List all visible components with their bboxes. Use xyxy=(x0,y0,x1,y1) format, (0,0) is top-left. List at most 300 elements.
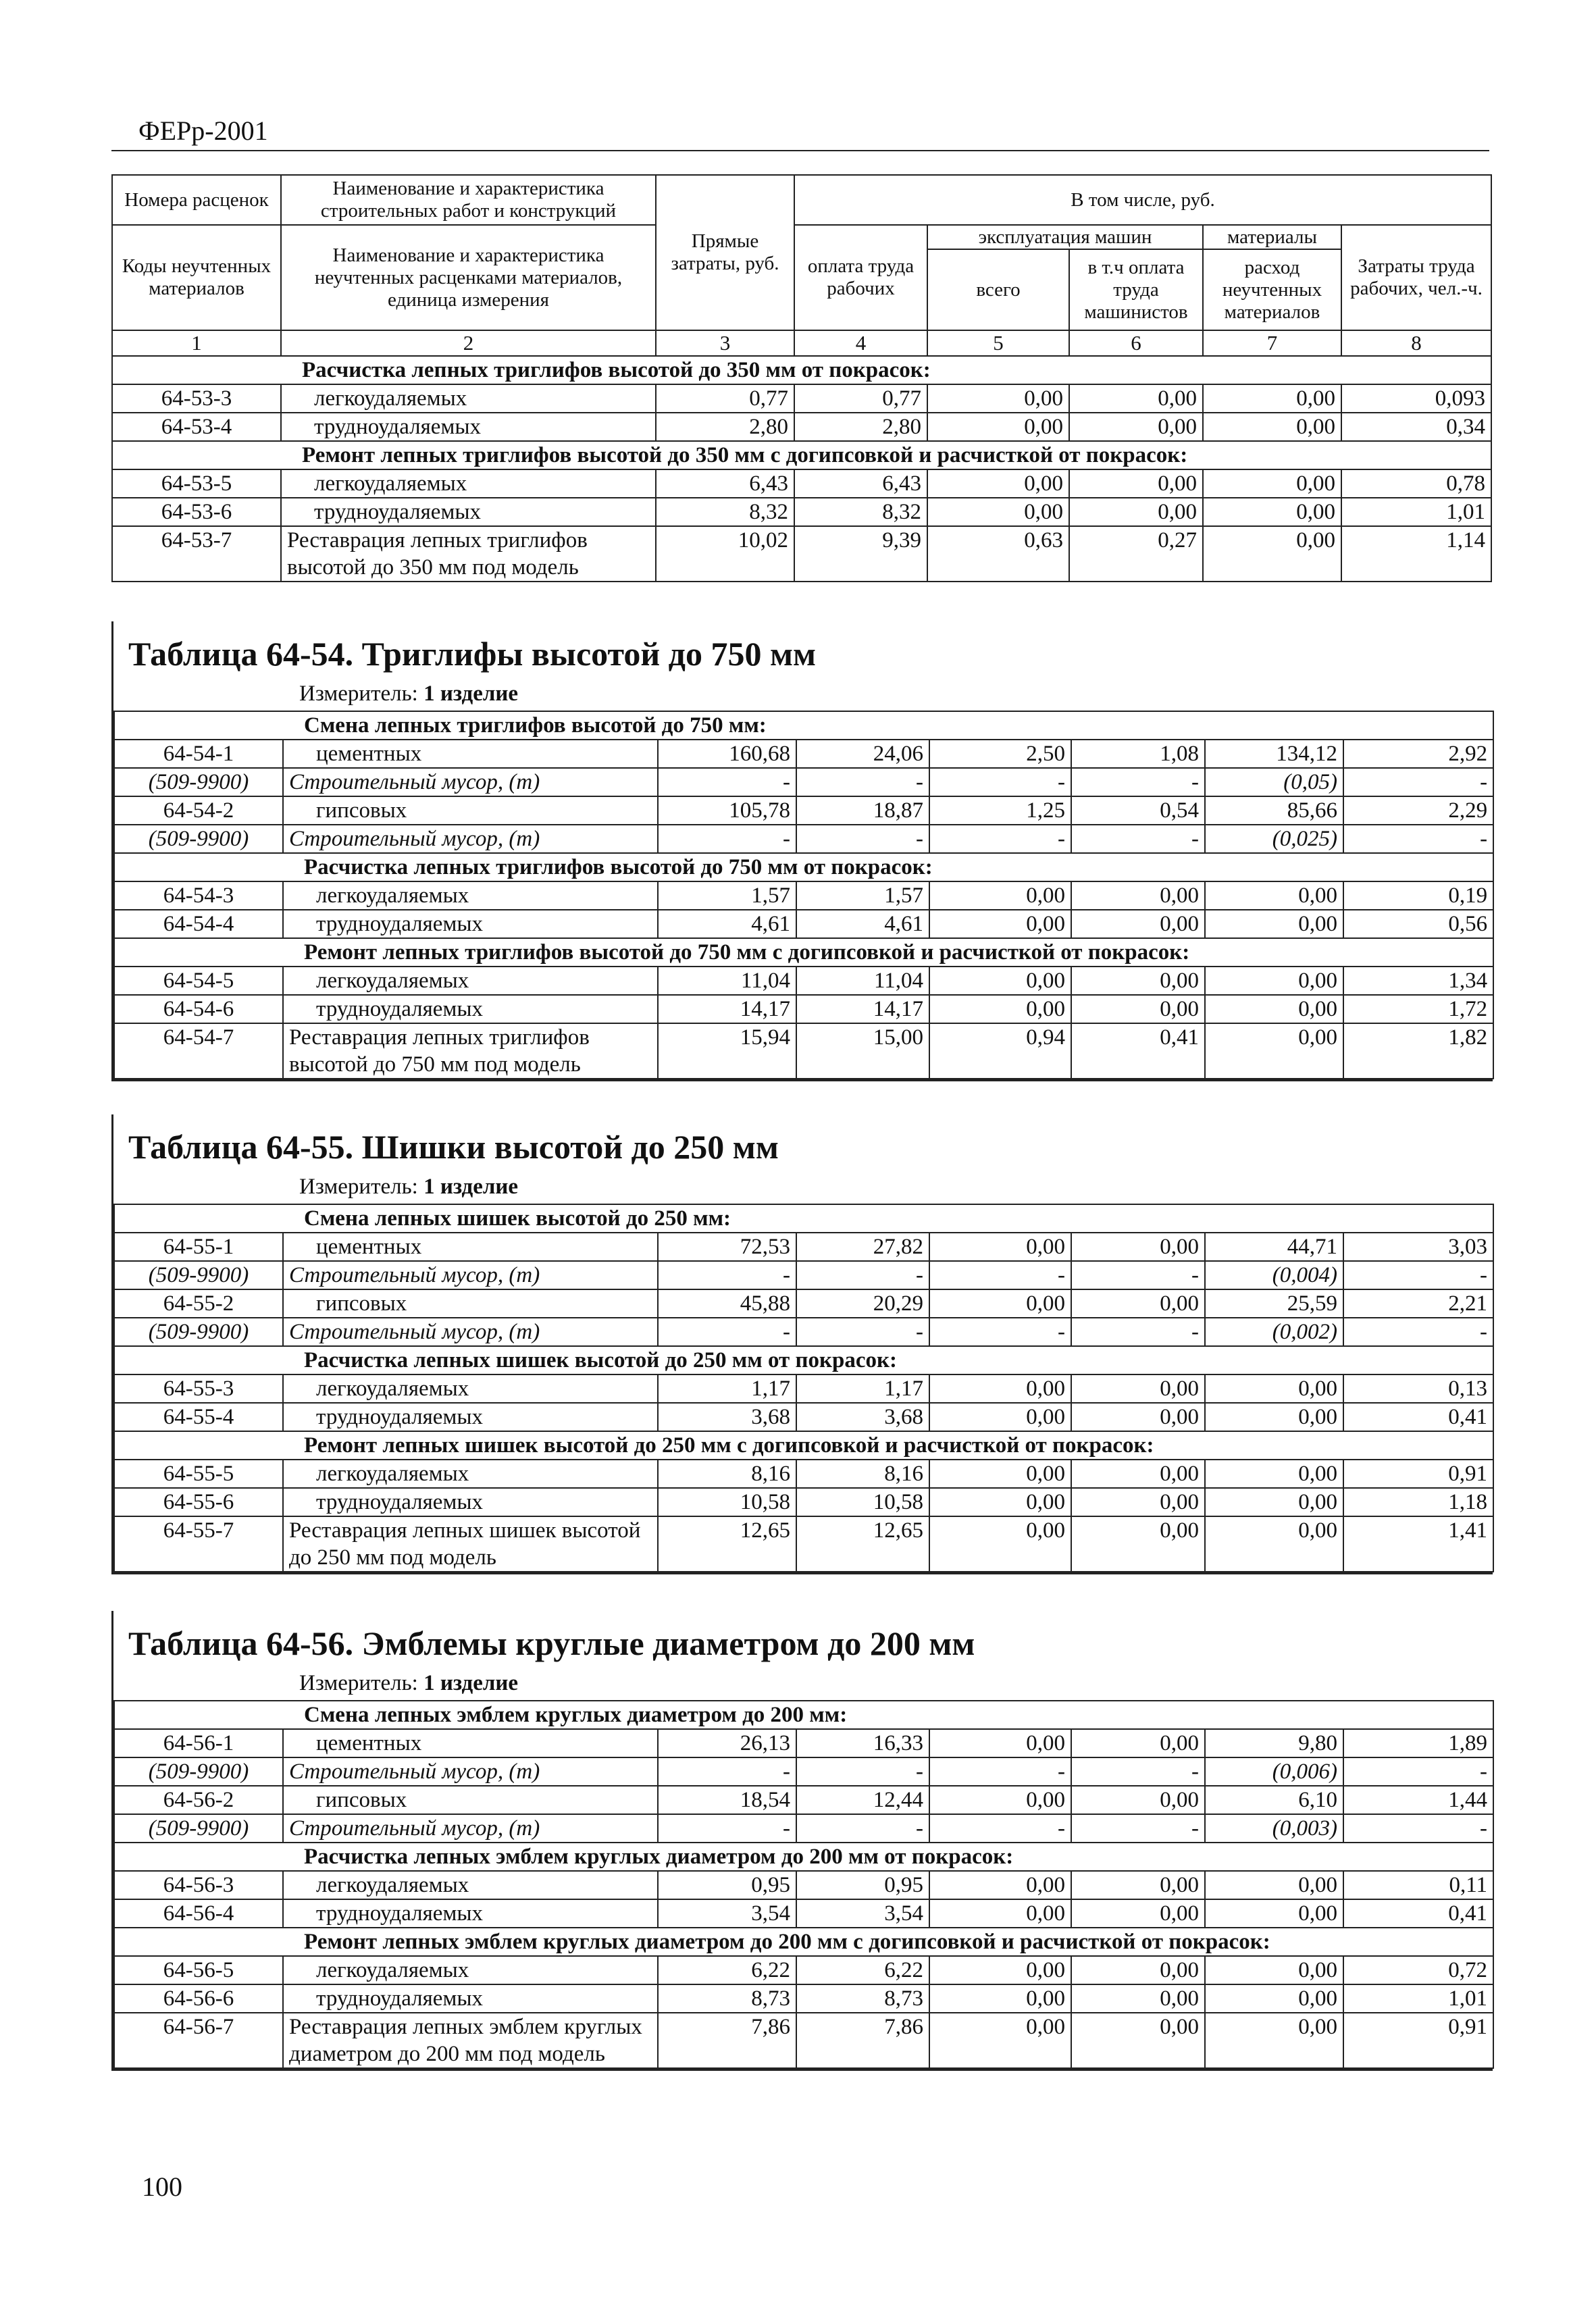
materials-cost-cell: 25,59 xyxy=(1205,1289,1343,1318)
table-title: Таблица 64-55. Шишки высотой до 250 мм xyxy=(128,1128,779,1166)
section-heading-row xyxy=(114,1701,1493,1729)
section-heading: Смена лепных эмблем круглых диаметром до 200 мм: xyxy=(114,1701,1493,1729)
section-heading-row xyxy=(114,1843,1493,1871)
labor-hours-cell: 0,72 xyxy=(1343,1956,1493,1984)
work-name: цементных xyxy=(283,1233,658,1261)
labor-pay-cell: 15,00 xyxy=(796,1023,929,1079)
labor-hours-cell: 2,92 xyxy=(1343,740,1493,768)
labor-pay-cell: 1,17 xyxy=(796,1374,929,1403)
materials-cost-cell: 44,71 xyxy=(1205,1233,1343,1261)
rate-code: 64-54-4 xyxy=(114,910,283,938)
machinist-pay-cell: 0,00 xyxy=(1069,498,1203,526)
labor-pay-cell: 8,32 xyxy=(794,498,927,526)
labor-pay-cell: 27,82 xyxy=(796,1233,929,1261)
machinist-pay-cell: 0,54 xyxy=(1071,796,1205,825)
direct-costs-cell: - xyxy=(658,825,796,853)
section-heading-row xyxy=(114,1928,1493,1956)
labor-hours-cell: 0,56 xyxy=(1343,910,1493,938)
table-row xyxy=(114,1956,1493,1984)
machines-total-cell: - xyxy=(929,1757,1071,1786)
table-row xyxy=(114,740,1493,768)
machines-total-cell: 0,00 xyxy=(929,1786,1071,1814)
materials-cost-cell: 0,00 xyxy=(1205,910,1343,938)
machinist-pay-cell: - xyxy=(1071,825,1205,853)
column-number: 2 xyxy=(281,330,656,356)
machines-total-cell: 0,00 xyxy=(929,910,1071,938)
machinist-pay-cell: 0,00 xyxy=(1071,1403,1205,1431)
labor-hours-cell: - xyxy=(1343,825,1493,853)
labor-hours-cell: 0,13 xyxy=(1343,1374,1493,1403)
labor-hours-cell: 0,78 xyxy=(1341,469,1491,498)
direct-costs-cell: 6,22 xyxy=(658,1956,796,1984)
material-row xyxy=(114,825,1493,853)
machines-total-cell: - xyxy=(929,768,1071,796)
machinist-pay-cell: 0,00 xyxy=(1071,1729,1205,1757)
header-materials: материалы xyxy=(1203,225,1341,249)
machinist-pay-cell: 0,00 xyxy=(1071,910,1205,938)
machines-total-cell: 0,00 xyxy=(927,469,1069,498)
machines-total-cell: 0,00 xyxy=(929,1871,1071,1899)
material-row xyxy=(114,1318,1493,1346)
work-name: гипсовых xyxy=(283,796,658,825)
labor-pay-cell: 8,16 xyxy=(796,1460,929,1488)
labor-pay-cell: - xyxy=(796,1814,929,1843)
direct-costs-cell: - xyxy=(658,1318,796,1346)
direct-costs-cell: 105,78 xyxy=(658,796,796,825)
table-row xyxy=(112,413,1491,441)
machinist-pay-cell: 0,27 xyxy=(1069,526,1203,582)
machinist-pay-cell: 0,00 xyxy=(1071,1289,1205,1318)
direct-costs-cell: 2,80 xyxy=(656,413,794,441)
header-material-consumption: расход неучтенных материалов xyxy=(1203,249,1341,330)
direct-costs-cell: 1,57 xyxy=(658,881,796,910)
rate-code: 64-54-3 xyxy=(114,881,283,910)
material-name: Строительный мусор, (т) xyxy=(283,1757,658,1786)
section-heading: Расчистка лепных триглифов высотой до 750 мм от покрасок: xyxy=(114,853,1493,881)
materials-cost-cell: 0,00 xyxy=(1205,995,1343,1023)
work-name: трудноудаляемых xyxy=(283,1403,658,1431)
labor-hours-cell: 3,03 xyxy=(1343,1233,1493,1261)
work-name: легкоудаляемых xyxy=(283,967,658,995)
materials-cost-cell: 0,00 xyxy=(1205,1374,1343,1403)
labor-pay-cell: 11,04 xyxy=(796,967,929,995)
machinist-pay-cell: 0,00 xyxy=(1071,1374,1205,1403)
labor-pay-cell: 7,86 xyxy=(796,2013,929,2068)
section-heading-row xyxy=(114,853,1493,881)
direct-costs-cell: 18,54 xyxy=(658,1786,796,1814)
labor-hours-cell: 0,41 xyxy=(1343,1899,1493,1928)
work-name: трудноудаляемых xyxy=(283,995,658,1023)
work-name: легкоудаляемых xyxy=(283,1460,658,1488)
materials-cost-cell: 0,00 xyxy=(1203,413,1341,441)
machines-total-cell: 0,00 xyxy=(929,995,1071,1023)
labor-pay-cell: 9,39 xyxy=(794,526,927,582)
material-code: (509-9900) xyxy=(114,1261,283,1289)
section-heading-row xyxy=(112,356,1491,384)
materials-cost-cell: 85,66 xyxy=(1205,796,1343,825)
machines-total-cell: 0,00 xyxy=(929,1956,1071,1984)
machines-total-cell: 0,00 xyxy=(929,967,1071,995)
rate-code: 64-56-6 xyxy=(114,1984,283,2013)
material-code: (509-9900) xyxy=(114,1318,283,1346)
materials-cost-cell: 0,00 xyxy=(1205,2013,1343,2068)
direct-costs-cell: - xyxy=(658,1814,796,1843)
rate-code: 64-56-7 xyxy=(114,2013,283,2068)
material-code: (509-9900) xyxy=(114,1814,283,1843)
machines-total-cell: 0,63 xyxy=(927,526,1069,582)
materials-cost-cell: (0,004) xyxy=(1205,1261,1343,1289)
machinist-pay-cell: 1,08 xyxy=(1071,740,1205,768)
machines-total-cell: 0,00 xyxy=(929,1403,1071,1431)
machinist-pay-cell: 0,00 xyxy=(1069,413,1203,441)
direct-costs-cell: 11,04 xyxy=(658,967,796,995)
section-heading-row xyxy=(114,938,1493,967)
labor-pay-cell: - xyxy=(796,1757,929,1786)
direct-costs-cell: 15,94 xyxy=(658,1023,796,1079)
labor-hours-cell: 1,01 xyxy=(1343,1984,1493,2013)
header-machinist-pay: в т.ч оплата труда машинистов xyxy=(1069,249,1203,330)
header-direct-costs: Прямые затраты, руб. xyxy=(656,175,794,330)
rate-code: 64-54-1 xyxy=(114,740,283,768)
materials-cost-cell: 0,00 xyxy=(1205,1871,1343,1899)
machinist-pay-cell: 0,00 xyxy=(1071,2013,1205,2068)
table-row xyxy=(114,796,1493,825)
direct-costs-cell: 14,17 xyxy=(658,995,796,1023)
work-name: Реставрация лепных шишек высотой до 250 мм под модель xyxy=(283,1516,658,1572)
table-row xyxy=(114,995,1493,1023)
labor-hours-cell: 0,41 xyxy=(1343,1403,1493,1431)
table-row xyxy=(114,1516,1493,1572)
labor-hours-cell: 1,14 xyxy=(1341,526,1491,582)
direct-costs-cell: 0,77 xyxy=(656,384,794,413)
labor-hours-cell: 1,72 xyxy=(1343,995,1493,1023)
section-heading: Расчистка лепных эмблем круглых диаметром до 200 мм от покрасок: xyxy=(114,1843,1493,1871)
labor-hours-cell: 1,44 xyxy=(1343,1786,1493,1814)
machinist-pay-cell: 0,00 xyxy=(1071,1956,1205,1984)
column-numbers-row xyxy=(112,330,1491,356)
section-heading: Смена лепных триглифов высотой до 750 мм: xyxy=(114,711,1493,740)
materials-cost-cell: 0,00 xyxy=(1205,1516,1343,1572)
machinist-pay-cell: 0,00 xyxy=(1071,881,1205,910)
labor-pay-cell: 0,77 xyxy=(794,384,927,413)
material-code: (509-9900) xyxy=(114,825,283,853)
machinist-pay-cell: 0,00 xyxy=(1071,1233,1205,1261)
material-name: Строительный мусор, (т) xyxy=(283,1814,658,1843)
rate-code: 64-53-4 xyxy=(112,413,281,441)
machines-total-cell: 1,25 xyxy=(929,796,1071,825)
machines-total-cell: 0,94 xyxy=(929,1023,1071,1079)
header-material-name: Наименование и характеристика неучтенных расценками материалов, единица измерения xyxy=(281,225,656,330)
direct-costs-cell: 72,53 xyxy=(658,1233,796,1261)
machinist-pay-cell: 0,41 xyxy=(1071,1023,1205,1079)
labor-hours-cell: 0,91 xyxy=(1343,2013,1493,2068)
table-row xyxy=(114,1899,1493,1928)
labor-pay-cell: 24,06 xyxy=(796,740,929,768)
materials-cost-cell: 0,00 xyxy=(1205,881,1343,910)
materials-cost-cell: 0,00 xyxy=(1203,526,1341,582)
material-name: Строительный мусор, (т) xyxy=(283,768,658,796)
work-name: трудноудаляемых xyxy=(281,498,656,526)
rate-code: 64-56-3 xyxy=(114,1871,283,1899)
measure-unit: Измеритель: 1 изделие xyxy=(299,1175,519,1199)
measure-unit: Измеритель: 1 изделие xyxy=(299,682,519,706)
machinist-pay-cell: 0,00 xyxy=(1071,1871,1205,1899)
header-labor-hours: Затраты труда рабочих, чел.-ч. xyxy=(1341,225,1491,330)
material-code: (509-9900) xyxy=(114,1757,283,1786)
material-row xyxy=(114,1757,1493,1786)
labor-pay-cell: 2,80 xyxy=(794,413,927,441)
table-64-56 xyxy=(111,1611,1493,2071)
machines-total-cell: 0,00 xyxy=(929,1289,1071,1318)
labor-hours-cell: 1,82 xyxy=(1343,1023,1493,1079)
labor-hours-cell: 1,18 xyxy=(1343,1488,1493,1516)
document-header: ФЕРр-2001 xyxy=(138,115,268,146)
table-row xyxy=(114,1023,1493,1079)
column-number: 3 xyxy=(656,330,794,356)
machines-total-cell: 0,00 xyxy=(929,1516,1071,1572)
labor-pay-cell: 14,17 xyxy=(796,995,929,1023)
machines-total-cell: 0,00 xyxy=(927,384,1069,413)
table-row xyxy=(114,1488,1493,1516)
material-name: Строительный мусор, (т) xyxy=(283,1318,658,1346)
rate-code: 64-55-4 xyxy=(114,1403,283,1431)
column-number: 7 xyxy=(1203,330,1341,356)
work-name: легкоудаляемых xyxy=(283,1871,658,1899)
header-rate-number: Номера расценок xyxy=(112,175,281,225)
materials-cost-cell: (0,003) xyxy=(1205,1814,1343,1843)
labor-pay-cell: 4,61 xyxy=(796,910,929,938)
material-name: Строительный мусор, (т) xyxy=(283,825,658,853)
labor-pay-cell: 12,65 xyxy=(796,1516,929,1572)
machines-total-cell: 0,00 xyxy=(929,1984,1071,2013)
direct-costs-cell: - xyxy=(658,1261,796,1289)
table-row xyxy=(114,1374,1493,1403)
machines-total-cell: - xyxy=(929,825,1071,853)
rate-code: 64-55-2 xyxy=(114,1289,283,1318)
page-number: 100 xyxy=(142,2171,182,2202)
machines-total-cell: 0,00 xyxy=(929,1729,1071,1757)
direct-costs-cell: 160,68 xyxy=(658,740,796,768)
table-row xyxy=(114,881,1493,910)
header-material-code: Коды неучтенных материалов xyxy=(112,225,281,330)
direct-costs-cell: 6,43 xyxy=(656,469,794,498)
table-title: Таблица 64-56. Эмблемы круглые диаметром до 200 мм xyxy=(128,1624,975,1662)
table-title: Таблица 64-54. Триглифы высотой до 750 мм xyxy=(128,635,817,673)
header-machines-total: всего xyxy=(927,249,1069,330)
materials-cost-cell: 0,00 xyxy=(1203,498,1341,526)
table-row xyxy=(112,469,1491,498)
direct-costs-cell: 8,73 xyxy=(658,1984,796,2013)
section-heading: Ремонт лепных триглифов высотой до 750 мм с догипсовкой и расчисткой от покрасок: xyxy=(114,938,1493,967)
rate-code: 64-56-1 xyxy=(114,1729,283,1757)
materials-cost-cell: 0,00 xyxy=(1205,967,1343,995)
section-heading: Смена лепных шишек высотой до 250 мм: xyxy=(114,1204,1493,1233)
materials-cost-cell: 6,10 xyxy=(1205,1786,1343,1814)
direct-costs-cell: 10,02 xyxy=(656,526,794,582)
column-number: 4 xyxy=(794,330,927,356)
direct-costs-cell: - xyxy=(658,768,796,796)
work-name: цементных xyxy=(283,1729,658,1757)
section-heading: Ремонт лепных триглифов высотой до 350 мм с догипсовкой и расчисткой от покрасок: xyxy=(112,441,1491,469)
rate-code: 64-56-5 xyxy=(114,1956,283,1984)
machines-total-cell: - xyxy=(929,1261,1071,1289)
table-row xyxy=(114,2013,1493,2068)
column-header xyxy=(112,175,1491,356)
table-row xyxy=(114,1460,1493,1488)
machines-total-cell: 2,50 xyxy=(929,740,1071,768)
machinist-pay-cell: - xyxy=(1071,1318,1205,1346)
direct-costs-cell: - xyxy=(658,1757,796,1786)
rate-code: 64-55-7 xyxy=(114,1516,283,1572)
material-code: (509-9900) xyxy=(114,768,283,796)
material-row xyxy=(114,768,1493,796)
machinist-pay-cell: 0,00 xyxy=(1069,469,1203,498)
machinist-pay-cell: 0,00 xyxy=(1071,967,1205,995)
measure-unit: Измеритель: 1 изделие xyxy=(299,1671,519,1695)
labor-hours-cell: 2,21 xyxy=(1343,1289,1493,1318)
labor-pay-cell: 10,58 xyxy=(796,1488,929,1516)
table-row xyxy=(114,1871,1493,1899)
labor-hours-cell: 1,41 xyxy=(1343,1516,1493,1572)
material-row xyxy=(114,1261,1493,1289)
table-row xyxy=(114,1289,1493,1318)
machinist-pay-cell: 0,00 xyxy=(1071,995,1205,1023)
work-name: Реставрация лепных эмблем круглых диаметром до 200 мм под модель xyxy=(283,2013,658,2068)
direct-costs-cell: 12,65 xyxy=(658,1516,796,1572)
column-number: 1 xyxy=(112,330,281,356)
direct-costs-cell: 4,61 xyxy=(658,910,796,938)
machinist-pay-cell: - xyxy=(1071,1814,1205,1843)
section-heading-row xyxy=(114,711,1493,740)
work-name: трудноудаляемых xyxy=(283,1899,658,1928)
table-row xyxy=(114,1786,1493,1814)
rate-code: 64-55-5 xyxy=(114,1460,283,1488)
labor-hours-cell: - xyxy=(1343,1757,1493,1786)
rate-code: 64-54-7 xyxy=(114,1023,283,1079)
table-row xyxy=(114,1729,1493,1757)
direct-costs-cell: 1,17 xyxy=(658,1374,796,1403)
direct-costs-cell: 45,88 xyxy=(658,1289,796,1318)
header-machine-operation: эксплуатация машин xyxy=(927,225,1203,249)
section-heading-row xyxy=(114,1431,1493,1460)
material-name: Строительный мусор, (т) xyxy=(283,1261,658,1289)
work-name: Реставрация лепных триглифов высотой до 750 мм под модель xyxy=(283,1023,658,1079)
labor-hours-cell: - xyxy=(1343,1814,1493,1843)
rate-code: 64-53-6 xyxy=(112,498,281,526)
materials-cost-cell: (0,025) xyxy=(1205,825,1343,853)
labor-hours-cell: 2,29 xyxy=(1343,796,1493,825)
section-heading-row xyxy=(114,1204,1493,1233)
machines-total-cell: 0,00 xyxy=(927,413,1069,441)
section-heading: Расчистка лепных шишек высотой до 250 мм от покрасок: xyxy=(114,1346,1493,1374)
work-name: легкоудаляемых xyxy=(281,384,656,413)
direct-costs-cell: 3,54 xyxy=(658,1899,796,1928)
table-row xyxy=(114,1403,1493,1431)
machinist-pay-cell: 0,00 xyxy=(1071,1488,1205,1516)
machines-total-cell: 0,00 xyxy=(929,1488,1071,1516)
work-name: трудноудаляемых xyxy=(283,1488,658,1516)
labor-pay-cell: 8,73 xyxy=(796,1984,929,2013)
direct-costs-cell: 26,13 xyxy=(658,1729,796,1757)
header-work-name: Наименование и характеристика строительных работ и конструкций xyxy=(281,175,656,225)
direct-costs-cell: 10,58 xyxy=(658,1488,796,1516)
work-name: цементных xyxy=(283,740,658,768)
machinist-pay-cell: - xyxy=(1071,1757,1205,1786)
labor-pay-cell: 12,44 xyxy=(796,1786,929,1814)
machinist-pay-cell: 0,00 xyxy=(1071,1786,1205,1814)
labor-hours-cell: - xyxy=(1343,1318,1493,1346)
labor-hours-cell: 0,11 xyxy=(1343,1871,1493,1899)
table-row xyxy=(112,498,1491,526)
rate-code: 64-53-7 xyxy=(112,526,281,582)
machines-total-cell: 0,00 xyxy=(927,498,1069,526)
column-number: 8 xyxy=(1341,330,1491,356)
materials-cost-cell: (0,05) xyxy=(1205,768,1343,796)
machines-total-cell: 0,00 xyxy=(929,1233,1071,1261)
section-heading: Ремонт лепных шишек высотой до 250 мм с догипсовкой и расчисткой от покрасок: xyxy=(114,1431,1493,1460)
materials-cost-cell: 0,00 xyxy=(1205,1460,1343,1488)
materials-cost-cell: (0,006) xyxy=(1205,1757,1343,1786)
work-name: легкоудаляемых xyxy=(281,469,656,498)
table-row xyxy=(112,384,1491,413)
labor-pay-cell: - xyxy=(796,768,929,796)
labor-pay-cell: - xyxy=(796,825,929,853)
labor-pay-cell: 6,22 xyxy=(796,1956,929,1984)
machines-total-cell: 0,00 xyxy=(929,1899,1071,1928)
labor-pay-cell: 3,54 xyxy=(796,1899,929,1928)
work-name: гипсовых xyxy=(283,1786,658,1814)
rate-code: 64-55-1 xyxy=(114,1233,283,1261)
work-name: трудноудаляемых xyxy=(283,1984,658,2013)
machines-total-cell: 0,00 xyxy=(929,881,1071,910)
header-labor-pay: оплата труда рабочих xyxy=(794,225,927,330)
labor-hours-cell: 1,34 xyxy=(1343,967,1493,995)
section-heading: Ремонт лепных эмблем круглых диаметром до 200 мм с догипсовкой и расчисткой от покрасок: xyxy=(114,1928,1493,1956)
direct-costs-cell: 8,32 xyxy=(656,498,794,526)
section-heading-row xyxy=(114,1346,1493,1374)
labor-pay-cell: 16,33 xyxy=(796,1729,929,1757)
machines-total-cell: 0,00 xyxy=(929,1374,1071,1403)
materials-cost-cell: 0,00 xyxy=(1205,1403,1343,1431)
rate-code: 64-56-2 xyxy=(114,1786,283,1814)
table-64-54 xyxy=(111,621,1493,1081)
table-row xyxy=(112,526,1491,582)
labor-pay-cell: 6,43 xyxy=(794,469,927,498)
work-name: легкоудаляемых xyxy=(283,881,658,910)
rates-table-top xyxy=(111,174,1491,582)
labor-hours-cell: 1,01 xyxy=(1341,498,1491,526)
machinist-pay-cell: 0,00 xyxy=(1069,384,1203,413)
header-including-group: В том числе, руб. xyxy=(794,175,1491,225)
machines-total-cell: - xyxy=(929,1814,1071,1843)
rate-code: 64-55-3 xyxy=(114,1374,283,1403)
material-row xyxy=(114,1814,1493,1843)
materials-cost-cell: 0,00 xyxy=(1205,1984,1343,2013)
machinist-pay-cell: 0,00 xyxy=(1071,1984,1205,2013)
section-heading: Расчистка лепных триглифов высотой до 350 мм от покрасок: xyxy=(112,356,1491,384)
labor-hours-cell: 0,34 xyxy=(1341,413,1491,441)
table-row xyxy=(114,967,1493,995)
labor-pay-cell: - xyxy=(796,1318,929,1346)
table-64-55 xyxy=(111,1114,1493,1574)
machines-total-cell: 0,00 xyxy=(929,2013,1071,2068)
machinist-pay-cell: 0,00 xyxy=(1071,1899,1205,1928)
table-row xyxy=(114,1233,1493,1261)
labor-hours-cell: - xyxy=(1343,1261,1493,1289)
labor-hours-cell: - xyxy=(1343,768,1493,796)
column-number: 6 xyxy=(1069,330,1203,356)
direct-costs-cell: 0,95 xyxy=(658,1871,796,1899)
